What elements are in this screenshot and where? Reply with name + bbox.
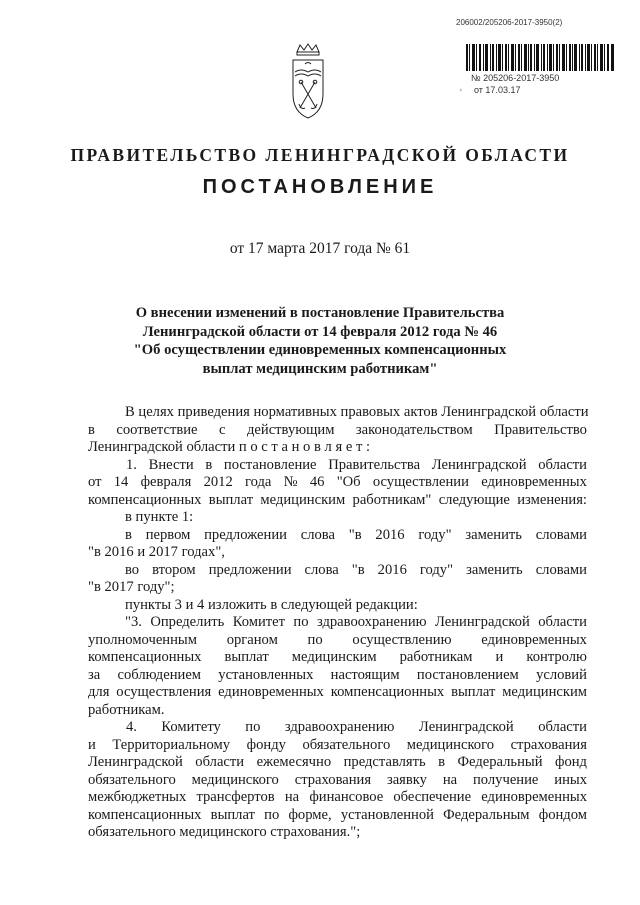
body-word: получение: [472, 772, 539, 788]
body-word: Территориальному: [112, 737, 231, 753]
body-word: обязательного: [302, 737, 391, 753]
body-line: пункты 3 и 4 изложить в следующей редакции:: [125, 597, 418, 613]
body-line: В целях приведения нормативных правовых актов Ленинградской области: [125, 404, 589, 420]
body-word: заменить: [466, 562, 523, 578]
coat-of-arms-icon: [289, 42, 327, 120]
body-word: заявку: [386, 772, 427, 788]
body-line: компенсационных выплат по форме, установленной Федеральным фондом: [88, 807, 587, 823]
body-line: [88, 772, 587, 789]
body-word: "Об: [336, 474, 361, 490]
body-word: предложении: [204, 527, 287, 543]
body-line: 1. Внести в постановление Правительства Ленинградской области: [126, 457, 587, 473]
body-word: по: [245, 719, 261, 735]
body-word: обязательного: [88, 772, 176, 788]
subject-line: выплат медицинским работникам": [202, 360, 438, 377]
body-word: года: [245, 474, 272, 490]
body-word: осуществлении: [372, 474, 469, 490]
body-word: первом: [145, 527, 191, 543]
body-word: 46: [309, 474, 325, 490]
body-word: Правительство: [494, 422, 587, 438]
body-word: фонду: [246, 737, 286, 753]
body-word: от: [88, 474, 102, 490]
body-word: "в: [348, 527, 362, 543]
body-word: словами: [535, 527, 587, 543]
body-word: во: [125, 562, 140, 578]
body-line: "в 2016 и 2017 годах",: [88, 544, 225, 560]
body-word: контролю: [526, 649, 587, 665]
body-line: Ленинградской области ежемесячно представлять в Федеральный фонд: [88, 754, 587, 770]
body-word: медицинским: [291, 649, 377, 665]
body-word: области: [538, 719, 587, 735]
body-word: действующим: [246, 422, 335, 438]
body-line: Ленинградской области п о с т а н о в л я е т :: [88, 439, 371, 455]
body-line: компенсационных выплат медицинским работникам" следующие изменения:: [88, 492, 587, 508]
body-word: компенсационных: [88, 649, 202, 665]
subject-line: Ленинградской области от 14 февраля 2012 года № 46: [142, 323, 498, 340]
body-word: слова: [304, 562, 339, 578]
body-line: [125, 527, 587, 544]
body-word: за: [88, 667, 101, 683]
body-word: настоящим: [330, 667, 400, 683]
body-word: выплат: [224, 649, 269, 665]
body-line: обязательного медицинского страхования.";: [88, 824, 361, 840]
body-word: здравоохранению: [284, 719, 395, 735]
body-word: иных: [554, 772, 587, 788]
body-word: законодательством: [355, 422, 473, 438]
body-line: работникам.: [88, 702, 165, 718]
body-word: году": [419, 562, 454, 578]
body-line: в пункте 1:: [125, 509, 194, 525]
body-line: [126, 719, 587, 736]
body-word: 4.: [126, 719, 137, 735]
body-word: условий: [536, 667, 587, 683]
body-line: [88, 649, 587, 666]
body-word: с: [219, 422, 226, 438]
body-word: февраля: [140, 474, 192, 490]
body-word: медицинского: [406, 737, 495, 753]
body-word: словами: [535, 562, 587, 578]
body-word: и: [88, 737, 96, 753]
body-line: [125, 562, 587, 579]
body-word: втором: [152, 562, 196, 578]
body-word: страхования: [294, 772, 372, 788]
barcode-image: [466, 44, 614, 71]
registry-date: от 17.03.17: [474, 85, 521, 95]
body-word: работникам: [399, 649, 473, 665]
body-line: "в 2017 году";: [88, 579, 175, 595]
document-date-number: от 17 марта 2017 года № 61: [229, 240, 411, 257]
body-line: [88, 667, 587, 684]
body-word: установленных: [218, 667, 314, 683]
body-word: в: [88, 422, 95, 438]
government-title: ПРАВИТЕЛЬСТВО ЛЕНИНГРАДСКОЙ ОБЛАСТИ: [70, 145, 570, 165]
body-line: "3. Определить Комитет по здравоохранению Ленинградской области: [125, 614, 587, 630]
body-word: №: [283, 474, 298, 490]
body-word: предложении: [208, 562, 292, 578]
body-word: осуществлению: [352, 632, 452, 648]
body-word: уполномоченным: [88, 632, 197, 648]
margin-mark: ': [460, 88, 462, 99]
body-word: медицинского: [191, 772, 279, 788]
body-line: [88, 737, 587, 754]
body-word: слова: [300, 527, 335, 543]
body-word: соблюдением: [117, 667, 202, 683]
body-word: "в: [351, 562, 365, 578]
body-word: в: [125, 527, 132, 543]
body-word: единовременных: [481, 632, 587, 648]
subject-line: О внесении изменений в постановление Правительства: [135, 305, 505, 321]
body-word: единовременных: [481, 474, 587, 490]
body-line: [88, 474, 587, 491]
body-word: году": [418, 527, 452, 543]
document-type: ПОСТАНОВЛЕНИЕ: [202, 176, 438, 198]
document-subject: [110, 304, 530, 378]
body-word: заменить: [465, 527, 522, 543]
body-word: 2016: [377, 562, 407, 578]
body-word: на: [442, 772, 458, 788]
body-word: Комитету: [161, 719, 221, 735]
body-word: страхования: [510, 737, 587, 753]
body-word: и: [495, 649, 504, 665]
body-word: 14: [113, 474, 129, 490]
body-word: постановлением: [416, 667, 519, 683]
body-word: по: [307, 632, 323, 648]
body-line: для осуществления единовременных компенсационных выплат медицинским: [88, 684, 587, 700]
subject-line: "Об осуществлении единовременных компенсационных: [133, 342, 507, 358]
body-line: [88, 422, 587, 439]
body-word: 2012: [203, 474, 233, 490]
body-line: [88, 632, 587, 649]
registry-code: 206002/205206-2017-3950(2): [456, 18, 563, 27]
body-word: Ленинградской: [418, 719, 514, 735]
body-word: органом: [226, 632, 278, 648]
body-line: межбюджетных трансфертов на финансовое обеспечение единовременных: [88, 789, 587, 805]
body-word: соответствие: [116, 422, 198, 438]
registry-number: № 205206-2017-3950: [471, 73, 560, 83]
body-word: 2016: [375, 527, 405, 543]
